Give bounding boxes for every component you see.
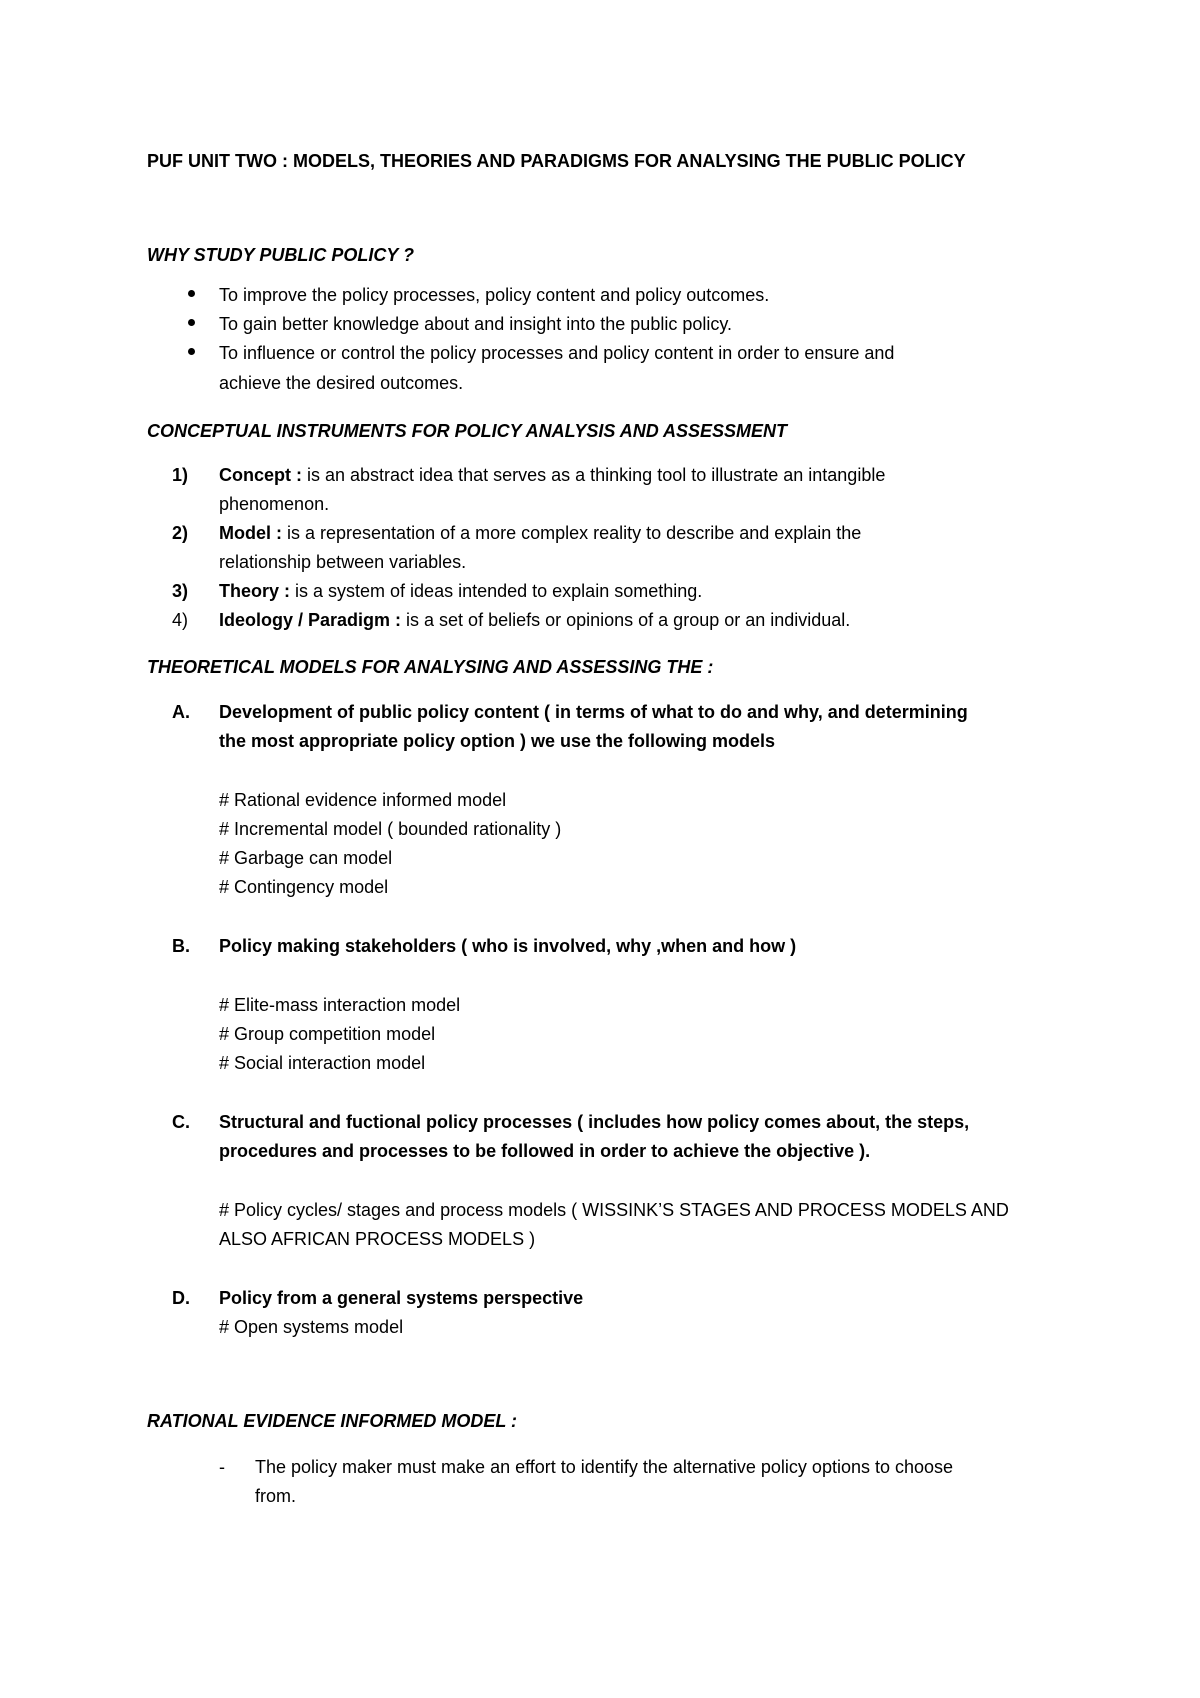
model-list-item-cont: ALSO AFRICAN PROCESS MODELS ) <box>219 1229 536 1249</box>
section-b-line-1: Policy making stakeholders ( who is involved, why ,when and how ) <box>219 936 797 956</box>
section-a-line-2: the most appropriate policy option ) we use the following models <box>219 731 776 751</box>
concept-definition-cont: phenomenon. <box>219 494 330 514</box>
model-list-item: # Rational evidence informed model <box>219 790 507 810</box>
model-definition: is a representation of a more complex reality to describe and explain the <box>282 523 862 543</box>
model-list-item: # Group competition model <box>219 1024 436 1044</box>
section-letter: B. <box>172 936 190 956</box>
bullet-dot-icon <box>188 348 195 355</box>
theory-term: Theory : <box>219 581 291 601</box>
bullet-dot-icon <box>188 290 195 297</box>
model-list-item: # Elite-mass interaction model <box>219 995 461 1015</box>
concept-item <box>219 464 885 486</box>
model-term: Model : <box>219 523 282 543</box>
section-letter: A. <box>172 702 190 722</box>
why-study-bullet-3: To influence or control the policy processes and policy content in order to ensure and <box>219 343 895 363</box>
why-study-bullet-2: To gain better knowledge about and insight into the public policy. <box>219 314 733 334</box>
model-list-item: # Open systems model <box>219 1317 404 1337</box>
why-study-heading: WHY STUDY PUBLIC POLICY ? <box>147 245 415 265</box>
model-list-item: # Social interaction model <box>219 1053 426 1073</box>
page-title: PUF UNIT TWO : MODELS, THEORIES AND PARADIGMS FOR ANALYSING THE PUBLIC POLICY <box>147 151 966 171</box>
model-definition-cont: relationship between variables. <box>219 552 467 572</box>
ideology-term: Ideology / Paradigm : <box>219 610 402 630</box>
section-c-line-1: Structural and fuctional policy processes ( includes how policy comes about, the steps, <box>219 1112 970 1132</box>
rational-line-1: The policy maker must make an effort to identify the alternative policy options to choose <box>255 1457 954 1477</box>
list-number: 4) <box>172 610 189 630</box>
list-number: 1) <box>172 465 189 485</box>
rational-heading: RATIONAL EVIDENCE INFORMED MODEL : <box>147 1411 518 1431</box>
model-list-item: # Incremental model ( bounded rationality ) <box>219 819 562 839</box>
model-item <box>219 522 861 544</box>
model-list-item: # Policy cycles/ stages and process models ( WISSINK’S STAGES AND PROCESS MODELS AND <box>219 1200 1009 1220</box>
why-study-bullet-3-cont: achieve the desired outcomes. <box>219 373 464 393</box>
why-study-bullet-1: To improve the policy processes, policy content and policy outcomes. <box>219 285 770 305</box>
section-letter: D. <box>172 1288 190 1308</box>
list-number: 2) <box>172 523 189 543</box>
theoretical-heading: THEORETICAL MODELS FOR ANALYSING AND ASSESSING THE : <box>147 657 714 677</box>
ideology-definition: is a set of beliefs or opinions of a group or an individual. <box>401 610 851 630</box>
bullet-dot-icon <box>188 319 195 326</box>
dash-marker: - <box>219 1457 225 1477</box>
concept-term: Concept : <box>219 465 302 485</box>
section-c-line-2: procedures and processes to be followed in order to achieve the objective ). <box>219 1141 871 1161</box>
section-a-line-1: Development of public policy content ( in terms of what to do and why, and determining <box>219 702 968 722</box>
section-d-line-1: Policy from a general systems perspective <box>219 1288 584 1308</box>
ideology-item <box>219 609 850 631</box>
model-list-item: # Contingency model <box>219 877 389 897</box>
theory-item <box>219 580 702 602</box>
model-list-item: # Garbage can model <box>219 848 393 868</box>
section-letter: C. <box>172 1112 190 1132</box>
rational-line-2: from. <box>255 1486 297 1506</box>
theory-definition: is a system of ideas intended to explain something. <box>290 581 703 601</box>
list-number: 3) <box>172 581 189 601</box>
conceptual-heading: CONCEPTUAL INSTRUMENTS FOR POLICY ANALYSIS AND ASSESSMENT <box>147 421 788 441</box>
concept-definition: is an abstract idea that serves as a thinking tool to illustrate an intangible <box>302 465 886 485</box>
